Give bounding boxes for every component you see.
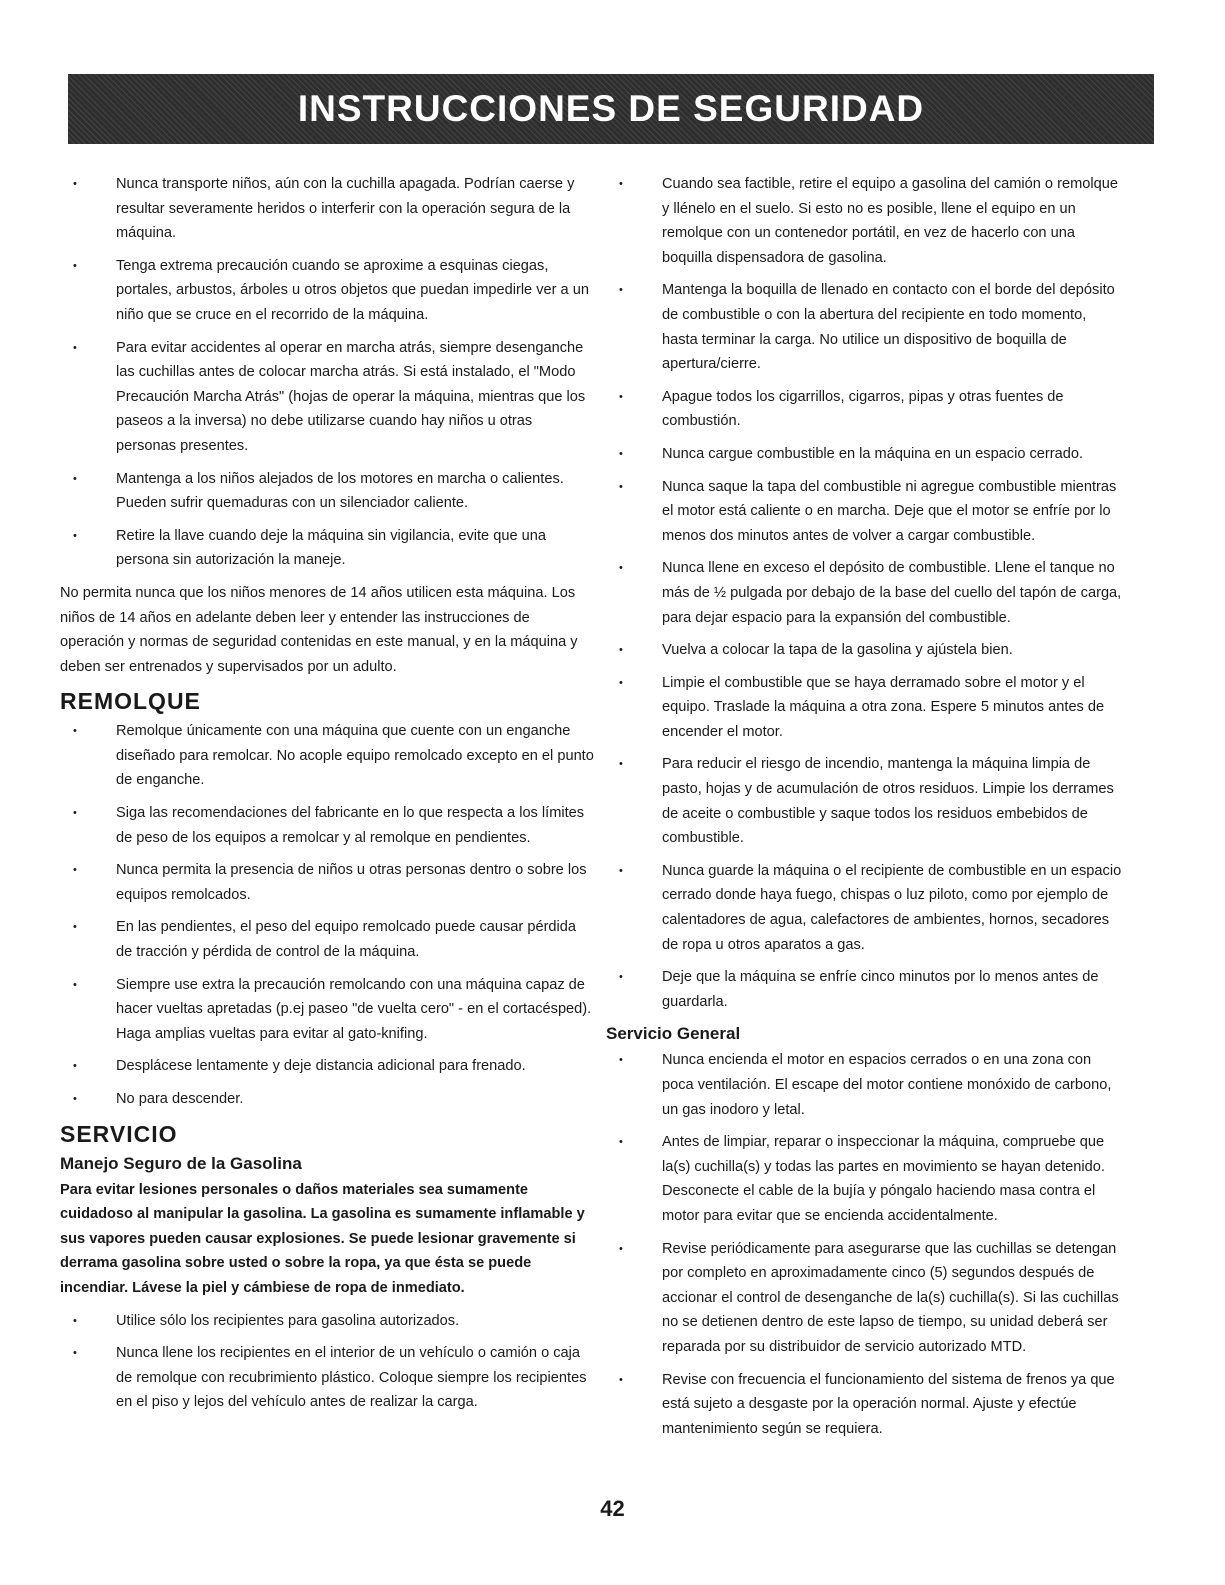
list-item: • Para reducir el riesgo de incendio, mantenga la máquina limpia de pasto, hojas y de acumulación de otros residuos. Limpie los derrames de aceite o combustible y saque todos los residuos embebidos de combustible.	[606, 752, 1126, 850]
list-item: • Desplácese lentamente y deje distancia adicional para frenado.	[60, 1054, 595, 1079]
list-item: • Antes de limpiar, reparar o inspeccionar la máquina, compruebe que la(s) cuchilla(s) y todas las partes en movimiento se hayan detenido. Desconecte el cable de la bujía y póngalo haciendo masa contra el motor para evitar que se encienda accidentalmente.	[606, 1130, 1126, 1228]
servicio-heading: SERVICIO	[60, 1120, 178, 1147]
banner-title: INSTRUCCIONES DE SEGURIDAD	[297, 88, 925, 129]
gasoline-continued-bullet-list	[606, 172, 1126, 1014]
general-service-bullet-list	[606, 1048, 1126, 1441]
list-item: • Nunca guarde la máquina o el recipiente de combustible en un espacio cerrado donde haya fuego, chispas o luz piloto, como por ejemplo de calentadores de agua, calefactores de ambientes, hornos, secadores de ropa u otros aparatos a gas.	[606, 859, 1126, 957]
general-service-heading: Servicio General	[606, 1024, 741, 1044]
list-item: • Nunca permita la presencia de niños u otras personas dentro o sobre los equipos remolcados.	[60, 858, 595, 907]
section-banner	[68, 74, 1154, 144]
right-column	[606, 172, 1126, 1449]
list-item: • Utilice sólo los recipientes para gasolina autorizados.	[60, 1309, 595, 1334]
list-item: • Para evitar accidentes al operar en marcha atrás, siempre desenganche las cuchillas antes de colocar marcha atrás. Si está instalado, el "Modo Precaución Marcha Atrás" (hojas de operar la máquina, mientras que los paseos a la inversa) no debe utilizarse cuando hay niños u otras personas presentes.	[60, 336, 595, 459]
remolque-bullet-list	[60, 719, 595, 1111]
list-item: • Remolque únicamente con una máquina que cuente con un enganche diseñado para remolcar. No acople equipo remolcado excepto en el punto de enganche.	[60, 719, 595, 793]
list-item: • Revise periódicamente para asegurarse que las cuchillas se detengan por completo en aproximadamente cinco (5) segundos después de accionar el control de desenganche de la(s) cuchilla(s). Si las cuchillas no se detienen dentro de este lapso de tiempo, su unidad deberá ser reparada por su distribuidor de servicio autorizado MTD.	[606, 1237, 1126, 1360]
list-item: • Nunca cargue combustible en la máquina en un espacio cerrado.	[606, 442, 1126, 467]
page-number: 42	[600, 1496, 625, 1521]
list-item: • Mantenga la boquilla de llenado en contacto con el borde del depósito de combustible o con la abertura del recipiente en todo momento, hasta terminar la carga. No utilice un dispositivo de boquilla de apertura/cierre.	[606, 278, 1126, 376]
list-item: • Retire la llave cuando deje la máquina sin vigilancia, evite que una persona sin autorización la maneje.	[60, 524, 595, 573]
list-item: • Limpie el combustible que se haya derramado sobre el motor y el equipo. Traslade la máquina a otra zona. Espere 5 minutos antes de encender el motor.	[606, 671, 1126, 745]
children-paragraph: No permita nunca que los niños menores de 14 años utilicen esta máquina. Los niños de 14 años en adelante deben leer y entender las instrucciones de operación y normas de seguridad contenidas en este manual, y en la máquina y deben ser entrenados y supervisados por un adulto.	[60, 584, 578, 675]
list-item: • Apague todos los cigarrillos, cigarros, pipas y otras fuentes de combustión.	[606, 385, 1126, 434]
list-item: • En las pendientes, el peso del equipo remolcado puede causar pérdida de tracción y pérdida de control de la máquina.	[60, 915, 595, 964]
gasoline-safety-subheading: Manejo Seguro de la Gasolina	[60, 1153, 302, 1173]
list-item: • Siga las recomendaciones del fabricante en lo que respecta a los límites de peso de los equipos a remolcar y al remolque en pendientes.	[60, 801, 595, 850]
list-item: • Mantenga a los niños alejados de los motores en marcha o calientes. Pueden sufrir quemaduras con un silenciador caliente.	[60, 467, 595, 516]
left-column	[60, 172, 595, 1423]
list-item: • Tenga extrema precaución cuando se aproxime a esquinas ciegas, portales, arbustos, árboles u otros objetos que puedan impedirle ver a un niño que se cruce en el recorrido de la máquina.	[60, 254, 595, 328]
list-item: • No para descender.	[60, 1087, 595, 1112]
list-item: • Vuelva a colocar la tapa de la gasolina y ajústela bien.	[606, 638, 1126, 663]
list-item: • Siempre use extra la precaución remolcando con una máquina capaz de hacer vueltas apretadas (p.ej paseo "de vuelta cero" - en el cortacésped). Haga amplias vueltas para evitar al gato-knifing.	[60, 973, 595, 1047]
intro-bullet-list	[60, 172, 595, 573]
list-item: • Cuando sea factible, retire el equipo a gasolina del camión o remolque y llénelo en el suelo. Si esto no es posible, llene el equipo en un remolque con un contenedor portátil, en vez de hacerlo con una boquilla dispensadora de gasolina.	[606, 172, 1126, 270]
list-item: • Nunca encienda el motor en espacios cerrados o en una zona con poca ventilación. El escape del motor contiene monóxido de carbono, un gas inodoro y letal.	[606, 1048, 1126, 1122]
list-item: • Nunca saque la tapa del combustible ni agregue combustible mientras el motor está caliente o en marcha. Deje que el motor se enfríe por lo menos dos minutos antes de volver a cargar combustible.	[606, 475, 1126, 549]
list-item: • Deje que la máquina se enfríe cinco minutos por lo menos antes de guardarla.	[606, 965, 1126, 1014]
remolque-heading: REMOLQUE	[60, 688, 201, 715]
gasoline-bullet-list	[60, 1309, 595, 1415]
list-item: • Revise con frecuencia el funcionamiento del sistema de frenos ya que está sujeto a desgaste por la operación normal. Ajuste y efectúe mantenimiento según se requiera.	[606, 1368, 1126, 1442]
list-item: • Nunca llene los recipientes en el interior de un vehículo o camión o caja de remolque con recubrimiento plástico. Coloque siempre los recipientes en el piso y lejos del vehículo antes de realizar la carga.	[60, 1341, 595, 1415]
list-item: • Nunca llene en exceso el depósito de combustible. Llene el tanque no más de ½ pulgada por debajo de la base del cuello del tapón de carga, para dejar espacio para la expansión del combustible.	[606, 556, 1126, 630]
list-item: • Nunca transporte niños, aún con la cuchilla apagada. Podrían caerse y resultar severamente heridos o interferir con la operación segura de la máquina.	[60, 172, 595, 246]
gasoline-warning: Para evitar lesiones personales o daños materiales sea sumamente cuidadoso al manipular la gasolina. La gasolina es sumamente inflamable y sus vapores pueden causar explosiones. Se puede lesionar gravemente si derrama gasolina sobre usted o sobre la ropa, ya que ésta se puede incendiar. Lávese la piel y cámbiese de ropa de inmediato.	[60, 1181, 585, 1296]
